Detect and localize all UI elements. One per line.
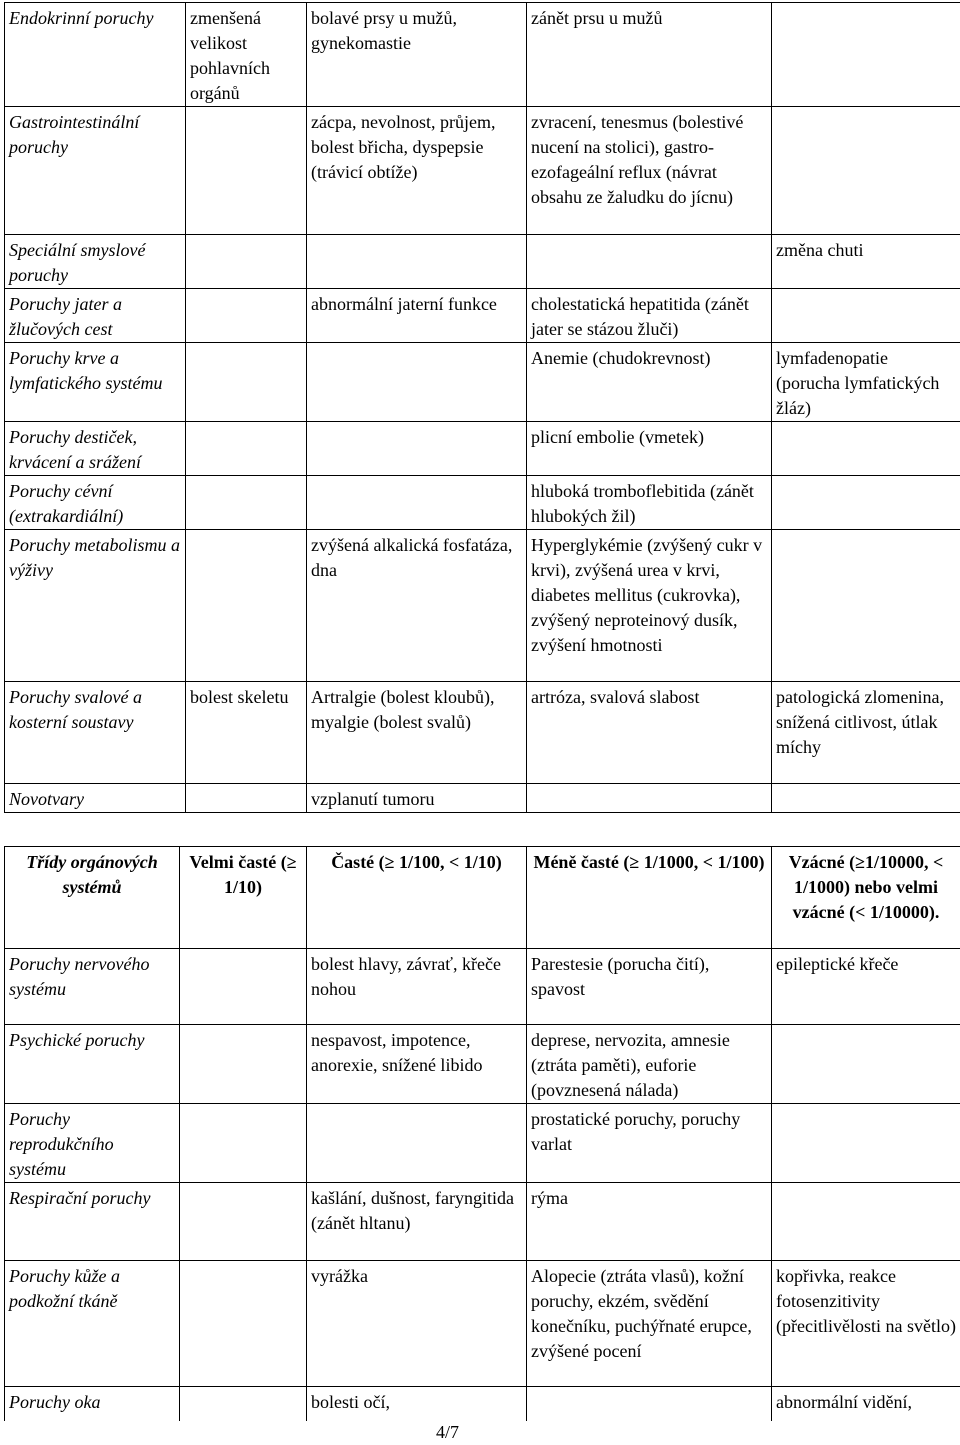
uncommon-cell: plicní embolie (vmetek) [527,422,772,476]
rare-cell [772,107,960,235]
header-organ-class [5,847,180,949]
header-organ-class-label: Třídy orgánových systémů [26,852,157,897]
table-row [5,3,960,107]
uncommon-cell [527,784,772,813]
common-cell [307,422,527,476]
organ-class-cell: Poruchy oka [5,1387,180,1421]
common-cell: Artralgie (bolest kloubů), myalgie (bolest svalů) [307,682,527,784]
rare-cell [772,1025,960,1104]
table-row [5,235,960,289]
uncommon-cell: hluboká tromboflebitida (zánět hlubokých žil) [527,476,772,530]
organ-class-cell: Poruchy destiček, krvácení a srážení [5,422,186,476]
organ-class-cell: Psychické poruchy [5,1025,180,1104]
rare-cell: abnormální vidění, [772,1387,960,1421]
table-row [5,1183,960,1261]
rare-cell [772,3,960,107]
uncommon-cell: zvracení, tenesmus (bolestivé nucení na stolici), gastro-ezofageální reflux (návrat obsahu ze žaludku do jícnu) [527,107,772,235]
adverse-effects-table-bottom [4,846,960,1421]
organ-class-cell: Poruchy nervového systému [5,949,180,1025]
uncommon-cell: rýma [527,1183,772,1261]
rare-cell [772,476,960,530]
common-cell [307,1104,527,1183]
rare-cell [772,530,960,682]
uncommon-cell [527,1387,772,1421]
table-row [5,289,960,343]
rare-cell: patologická zlomenina, snížená citlivost, útlak míchy [772,682,960,784]
common-cell: bolavé prsy u mužů, gynekomastie [307,3,527,107]
uncommon-cell: Hyperglykémie (zvýšený cukr v krvi), zvýšená urea v krvi, diabetes mellitus (cukrovka), zvýšený neproteinový dusík, zvýšení hmotnosti [527,530,772,682]
rare-cell [772,1183,960,1261]
header-common: Časté (≥ 1/100, < 1/10) [307,847,527,949]
rare-cell: kopřivka, reakce fotosenzitivity (přecitlivělosti na světlo) [772,1261,960,1387]
organ-class-cell: Poruchy svalové a kosterní soustavy [5,682,186,784]
table-row [5,422,960,476]
uncommon-cell: Alopecie (ztráta vlasů), kožní poruchy, ekzém, svědění konečníku, puchýřnaté erupce, zvýšené pocení [527,1261,772,1387]
table-row [5,530,960,682]
uncommon-cell: cholestatická hepatitida (zánět jater se stázou žluči) [527,289,772,343]
rare-cell: změna chuti [772,235,960,289]
very-common-cell [180,1183,307,1261]
adverse-effects-table-top [4,2,960,813]
uncommon-cell: deprese, nervozita, amnesie (ztráta paměti), euforie (povznesená nálada) [527,1025,772,1104]
common-cell: nespavost, impotence, anorexie, snížené libido [307,1025,527,1104]
organ-class-cell: Poruchy metabolismu a výživy [5,530,186,682]
organ-class-cell: Poruchy jater a žlučových cest [5,289,186,343]
organ-class-cell: Poruchy reprodukčního systému [5,1104,180,1183]
rare-cell: lymfadenopatie (porucha lymfatických žláz) [772,343,960,422]
header-uncommon: Méně časté (≥ 1/1000, < 1/100) [527,847,772,949]
uncommon-cell: artróza, svalová slabost [527,682,772,784]
very-common-cell: zmenšená velikost pohlavních orgánů [186,3,307,107]
rare-cell [772,289,960,343]
uncommon-cell: Anemie (chudokrevnost) [527,343,772,422]
common-cell: vyrážka [307,1261,527,1387]
organ-class-cell: Endokrinní poruchy [5,3,186,107]
very-common-cell [180,949,307,1025]
header-rare: Vzácné (≥1/10000, < 1/1000) nebo velmi vzácné (< 1/10000). [772,847,960,949]
table-row [5,1104,960,1183]
common-cell: abnormální jaterní funkce [307,289,527,343]
table-row [5,949,960,1025]
table-row [5,343,960,422]
very-common-cell [186,235,307,289]
common-cell: zácpa, nevolnost, průjem, bolest břicha, dyspepsie (trávicí obtíže) [307,107,527,235]
very-common-cell [180,1261,307,1387]
rare-cell [772,1104,960,1183]
very-common-cell [186,530,307,682]
very-common-cell [180,1387,307,1421]
very-common-cell [186,343,307,422]
very-common-cell [180,1025,307,1104]
very-common-cell [186,422,307,476]
rare-cell [772,422,960,476]
table-row [5,107,960,235]
common-cell: kašlání, dušnost, faryngitida (zánět hltanu) [307,1183,527,1261]
uncommon-cell [527,235,772,289]
very-common-cell [180,1104,307,1183]
table-row [5,784,960,813]
very-common-cell [186,476,307,530]
table-row [5,476,960,530]
table-row [5,1387,960,1421]
common-cell [307,476,527,530]
table-row [5,1261,960,1387]
common-cell: bolesti očí, [307,1387,527,1421]
organ-class-cell: Novotvary [5,784,186,813]
organ-class-cell: Poruchy kůže a podkožní tkáně [5,1261,180,1387]
common-cell: bolest hlavy, závrať, křeče nohou [307,949,527,1025]
table-row [5,1025,960,1104]
rare-cell: epileptické křeče [772,949,960,1025]
organ-class-cell: Respirační poruchy [5,1183,180,1261]
table-row [5,682,960,784]
organ-class-cell: Gastrointestinální poruchy [5,107,186,235]
organ-class-cell: Poruchy cévní (extrakardiální) [5,476,186,530]
page-number: 4/7 [436,1420,459,1445]
organ-class-cell: Poruchy krve a lymfatického systému [5,343,186,422]
very-common-cell [186,784,307,813]
uncommon-cell: prostatické poruchy, poruchy varlat [527,1104,772,1183]
uncommon-cell: zánět prsu u mužů [527,3,772,107]
very-common-cell [186,107,307,235]
common-cell: vzplanutí tumoru [307,784,527,813]
very-common-cell: bolest skeletu [186,682,307,784]
uncommon-cell: Parestesie (porucha čití), spavost [527,949,772,1025]
rare-cell [772,784,960,813]
common-cell [307,235,527,289]
very-common-cell [186,289,307,343]
header-very-common: Velmi časté (≥ 1/10) [180,847,307,949]
common-cell [307,343,527,422]
organ-class-cell: Speciální smyslové poruchy [5,235,186,289]
table-header-row [5,847,960,949]
common-cell: zvýšená alkalická fosfatáza, dna [307,530,527,682]
